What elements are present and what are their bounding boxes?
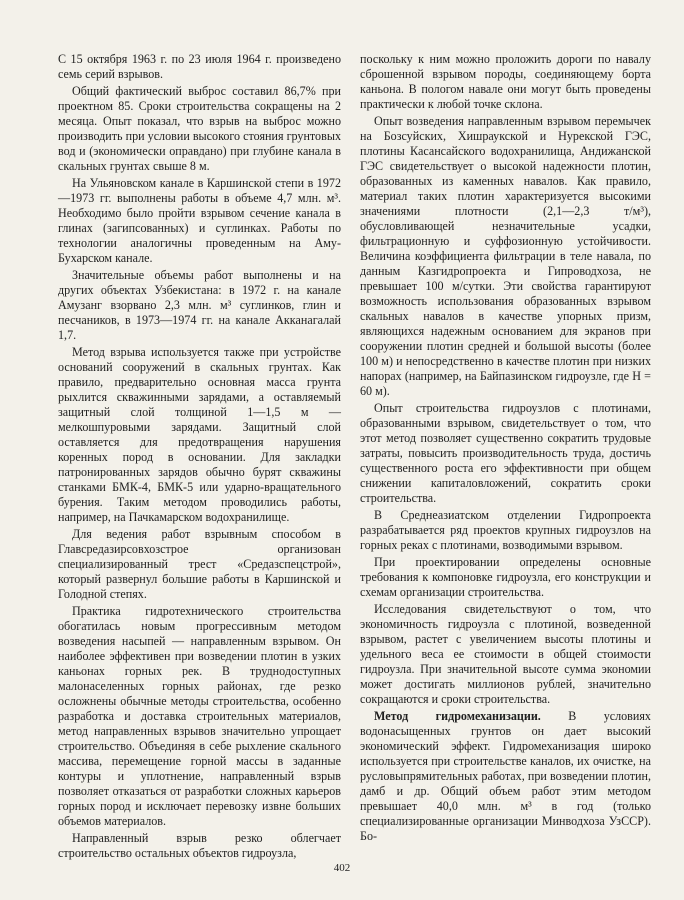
paragraph-left-3: На Ульяновском канале в Каршинской степи в 1972—1973 гг. выполнены работы в объеме 4,7 млн. м³. Необходимо было пройти взрывом сечение канала в глинах (загипсованных) и суглинках. Работы по технологии аналогичны проведенным на Аму-Бухарском канале. xyxy=(58,176,341,265)
paragraph-right-5: При проектировании определены основные требования к компоновке гидроузла, его конструкции и схемам организации строительства. xyxy=(360,555,651,599)
paragraph-right-7-text: В условиях водонасыщенных грунтов он дает высокий экономический эффект. Гидромеханизация широко используется при строительстве каналов, их очистке, на русловыпрямительных работах, при возведении плотин, дамб и др. Общий объем работ этим методом превышает 40,0 млн. м³ в год (только специализированные организации Минводхоза УзССР). Бо- xyxy=(360,709,651,843)
paragraph-left-5: Метод взрыва используется также при устройстве оснований сооружений в скальных грунтах. Как правило, предварительно основная масса грунта рыхлится скважинными зарядами, а оставляемый защитный слой толщиной 1—1,5 м — мелкошпуровыми зарядами. Защитный слой оставляется для предотвращения нарушения коренных пород в основании. Для закладки патронированных зарядов обычно бурят скважины станками БМК-4, БМК-5 или ударно-вращательного бурения. Таким методом проводились работы, например, на Пачкамарском водохранилище. xyxy=(58,345,341,524)
section-heading-hydromechanization: Метод гидромеханизации. xyxy=(374,709,541,723)
paragraph-right-6: Исследования свидетельствуют о том, что экономичность гидроузла с плотиной, возведенной взрывом, растет с увеличением высоты плотины и удельного веса ее стоимости в общей стоимости гидроузла. При значительной высоте сумма экономии может достигать миллионов рублей, значительно сокращаются и сроки строительства. xyxy=(360,602,651,706)
paragraph-right-1: поскольку к ним можно проложить дороги по навалу сброшенной взрывом породы, соединяющему борта каньона. В пологом навале они могут быть проведены практически к любой точке склона. xyxy=(360,52,651,111)
paragraph-right-7 xyxy=(360,709,651,844)
page-number: 402 xyxy=(333,862,351,874)
paragraph-left-6: Для ведения работ взрывным способом в Главсредазирсовхозстрое организован специализированный трест «Средазспецстрой», который развернул большие работы в Каршинской и Голодной степях. xyxy=(58,527,341,601)
paragraph-right-2: Опыт возведения направленным взрывом перемычек на Бозсуйских, Хишраукской и Нурекской ГЭС, плотины Касансайского водохранилища, Андижанской ГЭС свидетельствует о высокой надежности плотин, образованных из каменных навалов. Как правило, материал таких плотин характеризуется высокими значениями плотности (2,1—2,3 т/м³), обусловливающей незначительные усадки, фильтрационную и суффозионную устойчивости. Величина коэффициента фильтрации в теле навала, по данным Казгидропроекта и Гипроводхоза, не превышает 100 м/сутки. Эти свойства гарантируют возможность использования образованных взрывом скальных навалов в качестве упорных призм, являющихся надежным основанием для экранов при сооружении плотин средней и большой высоты (более 100 м) и непосредственно в качестве плотин при низких напорах (например, на Байпазинском гидроузле, где Н = 60 м). xyxy=(360,114,651,398)
paragraph-right-4: В Среднеазиатском отделении Гидропроекта разрабатывается ряд проектов крупных гидроузлов на горных реках с плотинами, возводимыми взрывом. xyxy=(360,508,651,552)
paragraph-left-2: Общий фактический выброс составил 86,7% при проектном 85. Сроки строительства сокращены на 2 месяца. Опыт показал, что взрыв на выброс можно производить при условии высокого стояния грунтовых вод и (экономически оправдано) при глубине канала в скальных грунтах свыше 8 м. xyxy=(58,84,341,173)
paragraph-left-4: Значительные объемы работ выполнены и на других объектах Узбекистана: в 1972 г. на канале Амузанг взорвано 2,3 млн. м³ суглинков, глин и песчаников, в 1973—1974 гг. на канале Акканагалай 1,7. xyxy=(58,268,341,342)
paragraph-right-3: Опыт строительства гидроузлов с плотинами, образованными взрывом, свидетельствует о том, что этот метод позволяет существенно сократить трудовые затраты, повысить производительность труда, достичь существенного роста его эффективности при общем снижении капиталовложений, сократить сроки строительства. xyxy=(360,401,651,505)
paragraph-left-1: С 15 октября 1963 г. по 23 июля 1964 г. произведено семь серий взрывов. xyxy=(58,52,341,81)
paragraph-left-7: Практика гидротехнического строительства обогатилась новым прогрессивным методом возведения насыпей — направленным взрывом. Он наиболее эффективен при возведении плотин в узких каньонах горных рек. В труднодоступных малонаселенных горных районах, где резко осложнены обычные методы строительства, особенно разработка и доставка строительных материалов, метод направленных взрывов значительно упрощает строительство. Объединяя в себе рыхление скального массива, перемещение горной массы в заданные контуры и уплотнение, направленный взрыв позволяет отказаться от разработки сложных карьеров горных пород и исключает перевозку извне больших объемов материалов. xyxy=(58,604,341,828)
left-column xyxy=(58,52,341,863)
paragraph-left-8: Направленный взрыв резко облегчает строительство остальных объектов гидроузла, xyxy=(58,831,341,860)
right-column xyxy=(360,52,651,846)
